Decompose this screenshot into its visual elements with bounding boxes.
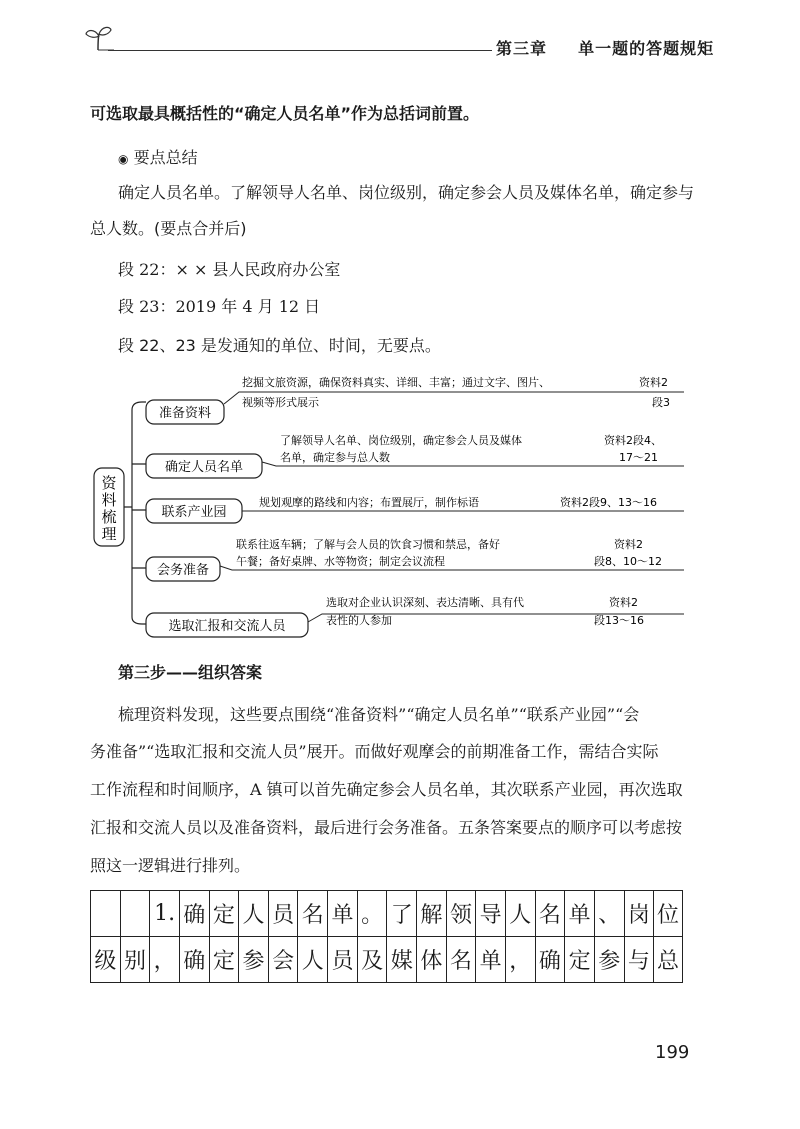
sprout-icon xyxy=(84,24,114,52)
branch-5-source-2: 段13～16 xyxy=(594,614,644,627)
grid-cell: 参 xyxy=(238,937,268,982)
step3-line-4: 汇报和交流人员以及准备资料，最后进行会务准备。五条答案要点的顺序可以考虑按 xyxy=(90,818,683,837)
step3-line-1: 梳理资料发现，这些要点围绕“准备资料”“确定人员名单”“联系产业园”“会 xyxy=(118,705,640,724)
branch-4-text-1: 联系往返车辆；了解与会人员的饮食习惯和禁忌，备好 xyxy=(236,538,500,551)
branch-2-source-2: 17～21 xyxy=(619,451,658,464)
grid-cell: 、 xyxy=(594,891,624,936)
grid-cell: 单 xyxy=(564,891,594,936)
bullet-icon: ◉ xyxy=(118,152,129,166)
grid-cell: 1. xyxy=(149,891,179,936)
grid-cell: 人 xyxy=(297,937,327,982)
grid-cell xyxy=(90,891,120,936)
branch-1-text-2: 视频等形式展示 xyxy=(242,396,319,409)
grid-cell: 单 xyxy=(475,937,505,982)
grid-cell: 名 xyxy=(535,891,565,936)
paragraph-22: 段 22：× × 县人民政府办公室 xyxy=(118,260,341,279)
intro-text: 可选取最具概括性的“确定人员名单”作为总括词前置。 xyxy=(90,104,480,123)
step3-line-2: 务准备”“选取汇报和交流人员”展开。而做好观摩会的前期准备工作，需结合实际 xyxy=(90,742,659,761)
branch-5-label: 选取汇报和交流人员 xyxy=(168,619,286,634)
grid-cell: 员 xyxy=(327,937,357,982)
mindmap-root-char-3: 梳 xyxy=(101,508,117,526)
step3-line-5: 照这一逻辑进行排列。 xyxy=(90,856,251,875)
branch-5-text-1: 选取对企业认识深刻、表达清晰、具有代 xyxy=(326,596,524,609)
branch-5-text-2: 表性的人参加 xyxy=(326,614,392,627)
branch-2-text-2: 名单，确定参与总人数 xyxy=(280,451,390,464)
paragraph-23: 段 23：2019 年 4 月 12 日 xyxy=(118,297,321,316)
branch-3-label: 联系产业园 xyxy=(161,505,227,520)
grid-cell: 参 xyxy=(594,937,624,982)
grid-cell: 级 xyxy=(90,937,120,982)
grid-cell: 别 xyxy=(120,937,150,982)
grid-cell: 确 xyxy=(179,891,209,936)
branch-3-source-1: 资料2段9、13～16 xyxy=(560,496,657,509)
branch-2-text-1: 了解领导人名单、岗位级别，确定参会人员及媒体 xyxy=(280,434,522,447)
grid-cell: 总 xyxy=(653,937,683,982)
branch-2-label: 确定人员名单 xyxy=(164,460,244,475)
grid-cell: 位 xyxy=(653,891,683,936)
grid-cell: 人 xyxy=(238,891,268,936)
mindmap-connectors xyxy=(132,464,146,568)
header-rule xyxy=(108,50,492,51)
grid-cell: 导 xyxy=(475,891,505,936)
grid-cell: 确 xyxy=(179,937,209,982)
grid-cell: 人 xyxy=(505,891,535,936)
summary-heading xyxy=(118,148,198,169)
summary-heading-text: 要点总结 xyxy=(133,148,198,167)
mindmap-diagram xyxy=(84,372,704,652)
grid-cell: 定 xyxy=(209,937,239,982)
branch-1-text-1: 挖掘文旅资源，确保资料真实、详细、丰富；通过文字、图片、 xyxy=(242,376,550,389)
grid-cell: 了 xyxy=(386,891,416,936)
page-number: 199 xyxy=(655,1042,690,1063)
chapter-title: 单一题的答题规矩 xyxy=(578,39,715,58)
grid-cell: ， xyxy=(505,937,535,982)
grid-cell: 与 xyxy=(624,937,654,982)
grid-cell: 名 xyxy=(446,937,476,982)
grid-cell: 体 xyxy=(416,937,446,982)
summary-line-2: 总人数。(要点合并后) xyxy=(90,219,247,238)
branch-4-label: 会务准备 xyxy=(156,563,210,578)
grid-cell: 单 xyxy=(327,891,357,936)
step3-line-3: 工作流程和时间顺序，A 镇可以首先确定参会人员名单，其次联系产业园，再次选取 xyxy=(90,780,683,799)
branch-3-text-1: 规划观摩的路线和内容；布置展厅，制作标语 xyxy=(259,496,479,509)
grid-cell: 会 xyxy=(268,937,298,982)
branch-4-text-2: 午餐；备好桌牌、水等物资；制定会议流程 xyxy=(236,555,445,568)
grid-cell: 领 xyxy=(446,891,476,936)
branch-1-label: 准备资料 xyxy=(158,406,212,421)
grid-cell: 定 xyxy=(209,891,239,936)
grid-cell: 。 xyxy=(357,891,387,936)
grid-cell: 名 xyxy=(297,891,327,936)
grid-cell: 及 xyxy=(357,937,387,982)
page-header xyxy=(496,36,714,59)
grid-cell xyxy=(120,891,150,936)
branch-1-source-1: 资料2 xyxy=(639,376,668,389)
branch-1-source-2: 段3 xyxy=(652,396,670,409)
paragraph-note: 段 22、23 是发通知的单位、时间，无要点。 xyxy=(118,336,441,355)
step3-heading: 第三步——组织答案 xyxy=(118,663,263,682)
branch-4-source-1: 资料2 xyxy=(614,538,643,551)
mindmap-root-char-1: 资 xyxy=(101,474,117,492)
grid-cell: 媒 xyxy=(386,937,416,982)
mindmap-root-char-4: 理 xyxy=(101,525,117,543)
branch-4-source-2: 段8、10～12 xyxy=(594,555,662,568)
grid-cell: 员 xyxy=(268,891,298,936)
grid-cell: 解 xyxy=(416,891,446,936)
answer-grid-row-2 xyxy=(90,936,683,983)
branch-2-source-1: 资料2段4、 xyxy=(604,434,662,447)
chapter-label: 第三章 xyxy=(496,39,548,58)
grid-cell: 岗 xyxy=(624,891,654,936)
branch-5-source-1: 资料2 xyxy=(609,596,638,609)
grid-cell: 确 xyxy=(535,937,565,982)
grid-cell: 定 xyxy=(564,937,594,982)
mindmap-trunk xyxy=(124,402,146,624)
mindmap-root-char-2: 料 xyxy=(101,491,117,509)
summary-line-1: 确定人员名单。了解领导人名单、岗位级别，确定参会人员及媒体名单，确定参与 xyxy=(118,183,695,202)
grid-cell: ， xyxy=(149,937,179,982)
answer-grid-row-1 xyxy=(90,890,683,937)
